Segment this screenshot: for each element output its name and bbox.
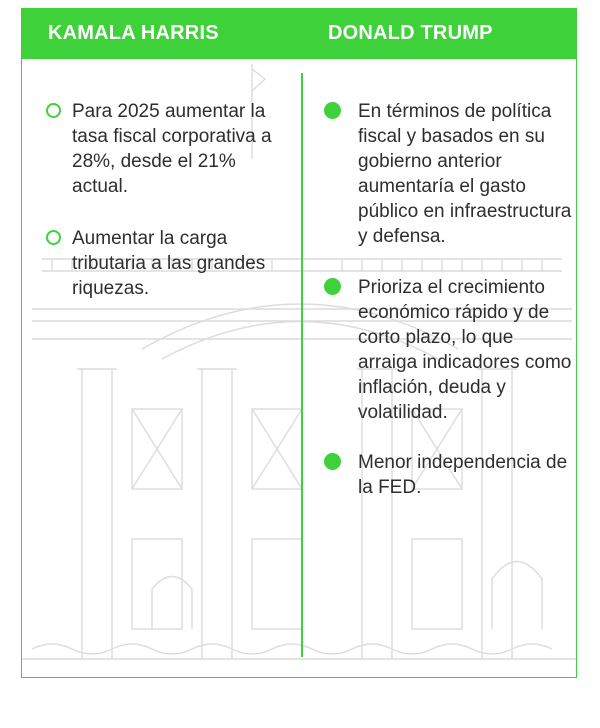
- list-item-text: Menor independencia de la FED.: [358, 452, 568, 498]
- list-item: [322, 450, 574, 500]
- column-divider: [301, 73, 303, 657]
- trump-column-title: DONALD TRUMP: [328, 22, 493, 44]
- list-item: [322, 99, 574, 249]
- header-bar: [22, 9, 577, 59]
- harris-column: [44, 99, 294, 301]
- list-item-text: Aumentar la carga tributaria a las grandes riquezas.: [72, 228, 266, 299]
- list-item-text: Para 2025 aumentar la tasa fiscal corporativa a 28%, desde el 21% actual.: [72, 101, 272, 197]
- filled-circle-bullet-icon: [324, 278, 341, 295]
- list-item-text: En términos de política fiscal y basados en su gobierno anterior aumentaría el gasto público en infraestructura y defensa.: [358, 101, 572, 247]
- harris-column-title: KAMALA HARRIS: [48, 22, 219, 44]
- filled-circle-bullet-icon: [324, 453, 341, 470]
- list-item: [44, 226, 294, 301]
- filled-circle-bullet-icon: [324, 102, 341, 119]
- list-item-text: Prioriza el crecimiento económico rápido y de corto plazo, lo que arraiga indicadores como inflación, deuda y volatilidad.: [358, 277, 572, 423]
- open-circle-bullet-icon: [46, 230, 61, 245]
- list-item: [322, 275, 574, 425]
- open-circle-bullet-icon: [46, 103, 61, 118]
- trump-column: [322, 99, 574, 500]
- list-item: [44, 99, 294, 199]
- comparison-card: [21, 8, 577, 678]
